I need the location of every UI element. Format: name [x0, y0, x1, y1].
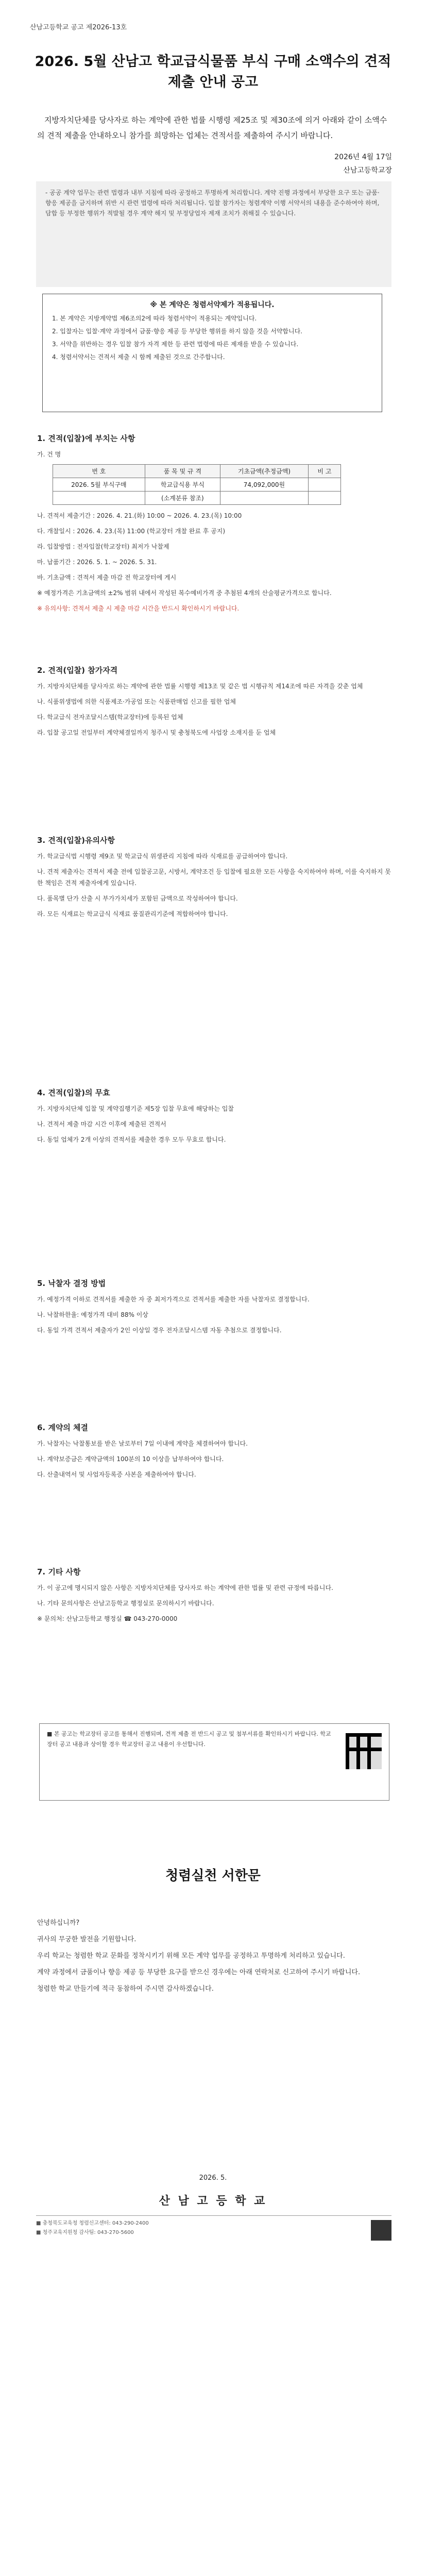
intro-text: 지방자치단체를 당사자로 하는 계약에 관한 법률 시행령 제25조 및 제30조에 의거 아래와 같이 소액수의 견적 제출을 안내하오니 참가를 희망하는 업체는 견적서를 제출하여 주시기 바랍니다. [37, 115, 387, 140]
section-5 [37, 1278, 393, 1340]
gray-block-text: - 공공 계약 업무는 관련 법령과 내부 지침에 따라 공정하고 투명하게 처리합니다. 계약 진행 과정에서 부당한 요구 또는 금품·향응 제공을 금지하며 위반 시 관련 법령에 따라 처리됩니다. 입찰 참가자는 청렴계약 이행 서약서의 내용을 준수하여야 하며, 담합 등 부정한 행위가 적발될 경우 계약 해지 및 부정당업자 제재 조치가 취해질 수 있습니다. [45, 189, 380, 217]
section-7-line: 나. 기타 문의사항은 산남고등학교 행정실로 문의하시기 바랍니다. [37, 1600, 214, 1607]
section-1-line: 나. 견적서 제출기간 : 2026. 4. 21.(화) 10:00 ~ 2026. 4. 23.(목) 10:00 [37, 512, 242, 519]
section-2-line: 가. 지방자치단체를 당사자로 하는 계약에 관한 법률 시행령 제13조 및 같은 법 시행규칙 제14조에 따른 자격을 갖춘 업체 [37, 683, 363, 690]
table-row: 2026. 5월 부식구매 학교급식용 부식 74,092,000원 [53, 478, 341, 492]
section-1-line: 바. 기초금액 : 견적서 제출 마감 전 학교장터에 게시 [37, 574, 177, 581]
section-2-line: 나. 식품위생법에 의한 식품제조·가공업 또는 식품판매업 신고를 필한 업체 [37, 698, 236, 705]
integrity-gray-block [36, 181, 391, 287]
section-7-contact: ※ 문의처: 산남고등학교 행정실 ☎ 043-270-0000 [37, 1615, 178, 1622]
letter-line: 안녕하십니까? [37, 1919, 80, 1927]
closing-text: ■ 본 공고는 학교장터 공고를 통해서 진행되며, 견적 제출 전 반드시 공고 및 첨부서류를 확인하시기 바랍니다. 학교장터 공고 내용과 상이할 경우 학교장터 공고 내용이 우선합니다. [47, 1731, 331, 1748]
section-6 [37, 1422, 393, 1484]
page-title: 2026. 5월 산남고 학교급식물품 부식 구매 소액수의 견적 제출 안내 공고 [35, 54, 391, 90]
section-6-line: 나. 계약보증금은 계약금액의 100분의 10 이상을 납부하여야 합니다. [37, 1455, 224, 1463]
notice-line: 3. 서약을 위반하는 경우 입찰 참가 자격 제한 등 관련 법령에 따른 제재를 받을 수 있습니다. [52, 341, 299, 348]
section-3 [37, 835, 393, 924]
section-1-red-note: ※ 유의사항: 견적서 제출 시 제출 마감 시간을 반드시 확인하시기 바랍니다. [37, 605, 240, 612]
integrity-letter [37, 1917, 393, 1999]
footer-contacts [36, 2215, 391, 2238]
table-header: 번 호 [53, 465, 145, 478]
section-3-line: 라. 모든 식재료는 학교급식 식재료 품질관리기준에 적합하여야 합니다. [37, 910, 228, 918]
notice-date: 2026년 4월 17일 [334, 153, 392, 161]
section-1-line: 라. 입찰방법 : 전자입찰(학교장터) 최저가 낙찰제 [37, 543, 169, 550]
section-7 [37, 1566, 393, 1629]
section-1-line: 마. 납품기간 : 2026. 5. 1. ~ 2026. 5. 31. [37, 558, 157, 566]
footer-line: ■ 충청북도교육청 청렴신고센터: 043-290-2400 [36, 2221, 149, 2226]
notice-title: ※ 본 계약은 청렴서약제가 적용됩니다. [150, 301, 275, 309]
signature-block [334, 150, 392, 177]
notice-line: 1. 본 계약은 지방계약법 제6조의2에 따라 청렴서약이 적용되는 계약입니다. [52, 315, 257, 322]
integrity-letter-title: 청렴실천 서한문 [165, 1868, 261, 1884]
section-1-line: 다. 개찰일시 : 2026. 4. 23.(목) 11:00 (학교장터 개찰 완료 후 공지) [37, 528, 226, 535]
section-6-line: 가. 낙찰자는 낙찰통보를 받은 날로부터 7일 이내에 계약을 체결하여야 합니다. [37, 1440, 248, 1447]
letter-line: 계약 과정에서 금품이나 향응 제공 등 부당한 요구를 받으신 경우에는 아래 연락처로 신고하여 주시기 바랍니다. [37, 1969, 361, 1976]
section-5-title: 5. 낙찰자 결정 방법 [37, 1279, 106, 1288]
letter-school-name: 산 남 고 등 학 교 [159, 2195, 267, 2208]
letter-date: 2026. 5. [199, 2174, 227, 2182]
table-row: (소계분류 참조) [53, 492, 341, 505]
items-table [53, 464, 341, 505]
section-6-line: 다. 산출내역서 및 사업자등록증 사본을 제출하여야 합니다. [37, 1471, 196, 1478]
table-header: 품 목 및 규 격 [145, 465, 220, 478]
section-4-title: 4. 견적(입찰)의 무효 [37, 1088, 110, 1097]
section-3-title: 3. 견적(입찰)유의사항 [37, 836, 115, 845]
footer-line: ■ 청주교육지원청 감사팀: 043-270-5600 [36, 2230, 134, 2235]
notice-line: 2. 입찰자는 입찰·계약 과정에서 금품·향응 제공 등 부당한 행위를 하지 않을 것을 서약합니다. [52, 328, 302, 335]
section-5-line: 나. 낙찰하한율: 예정가격 대비 88% 이상 [37, 1311, 148, 1318]
letter-line: 우리 학교는 청렴한 학교 문화를 정착시키기 위해 모든 계약 업무를 공정하고 투명하게 처리하고 있습니다. [37, 1952, 345, 1960]
letter-line: 귀사의 무궁한 발전을 기원합니다. [37, 1936, 137, 1943]
table-header: 비 고 [308, 465, 340, 478]
section-1-sub: 가. 건 명 [37, 451, 61, 458]
section-4-line: 가. 지방자치단체 입찰 및 계약집행기준 제5장 입찰 무효에 해당하는 입찰 [37, 1105, 234, 1112]
integrity-notice-box [42, 294, 382, 412]
section-2-title: 2. 견적(입찰) 참가자격 [37, 666, 118, 675]
qr-code-icon [371, 2220, 391, 2241]
section-1-title: 1. 견적(입찰)에 부치는 사항 [37, 434, 135, 443]
section-1-line: ※ 예정가격은 기초금액의 ±2% 범위 내에서 작성된 복수예비가격 중 추첨된 4개의 산술평균가격으로 합니다. [37, 589, 332, 597]
section-4-line: 나. 견적서 제출 마감 시간 이후에 제출된 견적서 [37, 1121, 166, 1128]
document-number: 산남고등학교 공고 제2026-13호 [30, 24, 127, 31]
school-name: 산남고등학교장 [343, 166, 392, 175]
section-1 [37, 433, 393, 618]
section-3-line: 나. 견적 제출자는 견적서 제출 전에 입찰공고문, 시방서, 계약조건 등 입찰에 필요한 모든 사항을 숙지하여야 하며, 이를 숙지하지 못한 책임은 견적 제출자에게 있습니다. [37, 868, 391, 887]
section-3-line: 가. 학교급식법 시행령 제9조 및 학교급식 위생관리 지침에 따라 식재료를 공급하여야 합니다. [37, 853, 288, 860]
notice-line: 4. 청렴서약서는 견적서 제출 시 함께 제출된 것으로 간주합니다. [52, 353, 225, 361]
section-7-line: 가. 이 공고에 명시되지 않은 사항은 지방자치단체를 당사자로 하는 계약에 관한 법률 및 관련 규정에 따릅니다. [37, 1584, 333, 1591]
section-2 [37, 665, 393, 742]
section-4-line: 다. 동일 업체가 2개 이상의 견적서를 제출한 경우 모두 무효로 합니다. [37, 1136, 226, 1143]
section-2-line: 다. 학교급식 전자조달시스템(학교장터)에 등록된 업체 [37, 714, 183, 721]
section-4 [37, 1087, 393, 1149]
section-6-title: 6. 계약의 체결 [37, 1423, 89, 1432]
letter-line: 청렴한 학교 만들기에 적극 동참하여 주시면 감사하겠습니다. [37, 1985, 214, 1993]
table-header: 기초금액(추정금액) [220, 465, 309, 478]
section-3-line: 다. 품목별 단가 산출 시 부가가치세가 포함된 금액으로 작성하여야 합니다. [37, 895, 238, 902]
qr-code-icon [346, 1733, 382, 1769]
section-5-line: 가. 예정가격 이하로 견적서를 제출한 자 중 최저가격으로 견적서를 제출한 자를 낙찰자로 결정합니다. [37, 1296, 310, 1303]
section-5-line: 다. 동일 가격 견적서 제출자가 2인 이상일 경우 전자조달시스템 자동 추첨으로 결정합니다. [37, 1327, 282, 1334]
closing-notice-box [39, 1723, 389, 1801]
section-7-title: 7. 기타 사항 [37, 1567, 81, 1577]
section-2-line: 라. 입찰 공고일 전일부터 계약체결일까지 청주시 및 충청북도에 사업장 소재지를 둔 업체 [37, 729, 276, 736]
